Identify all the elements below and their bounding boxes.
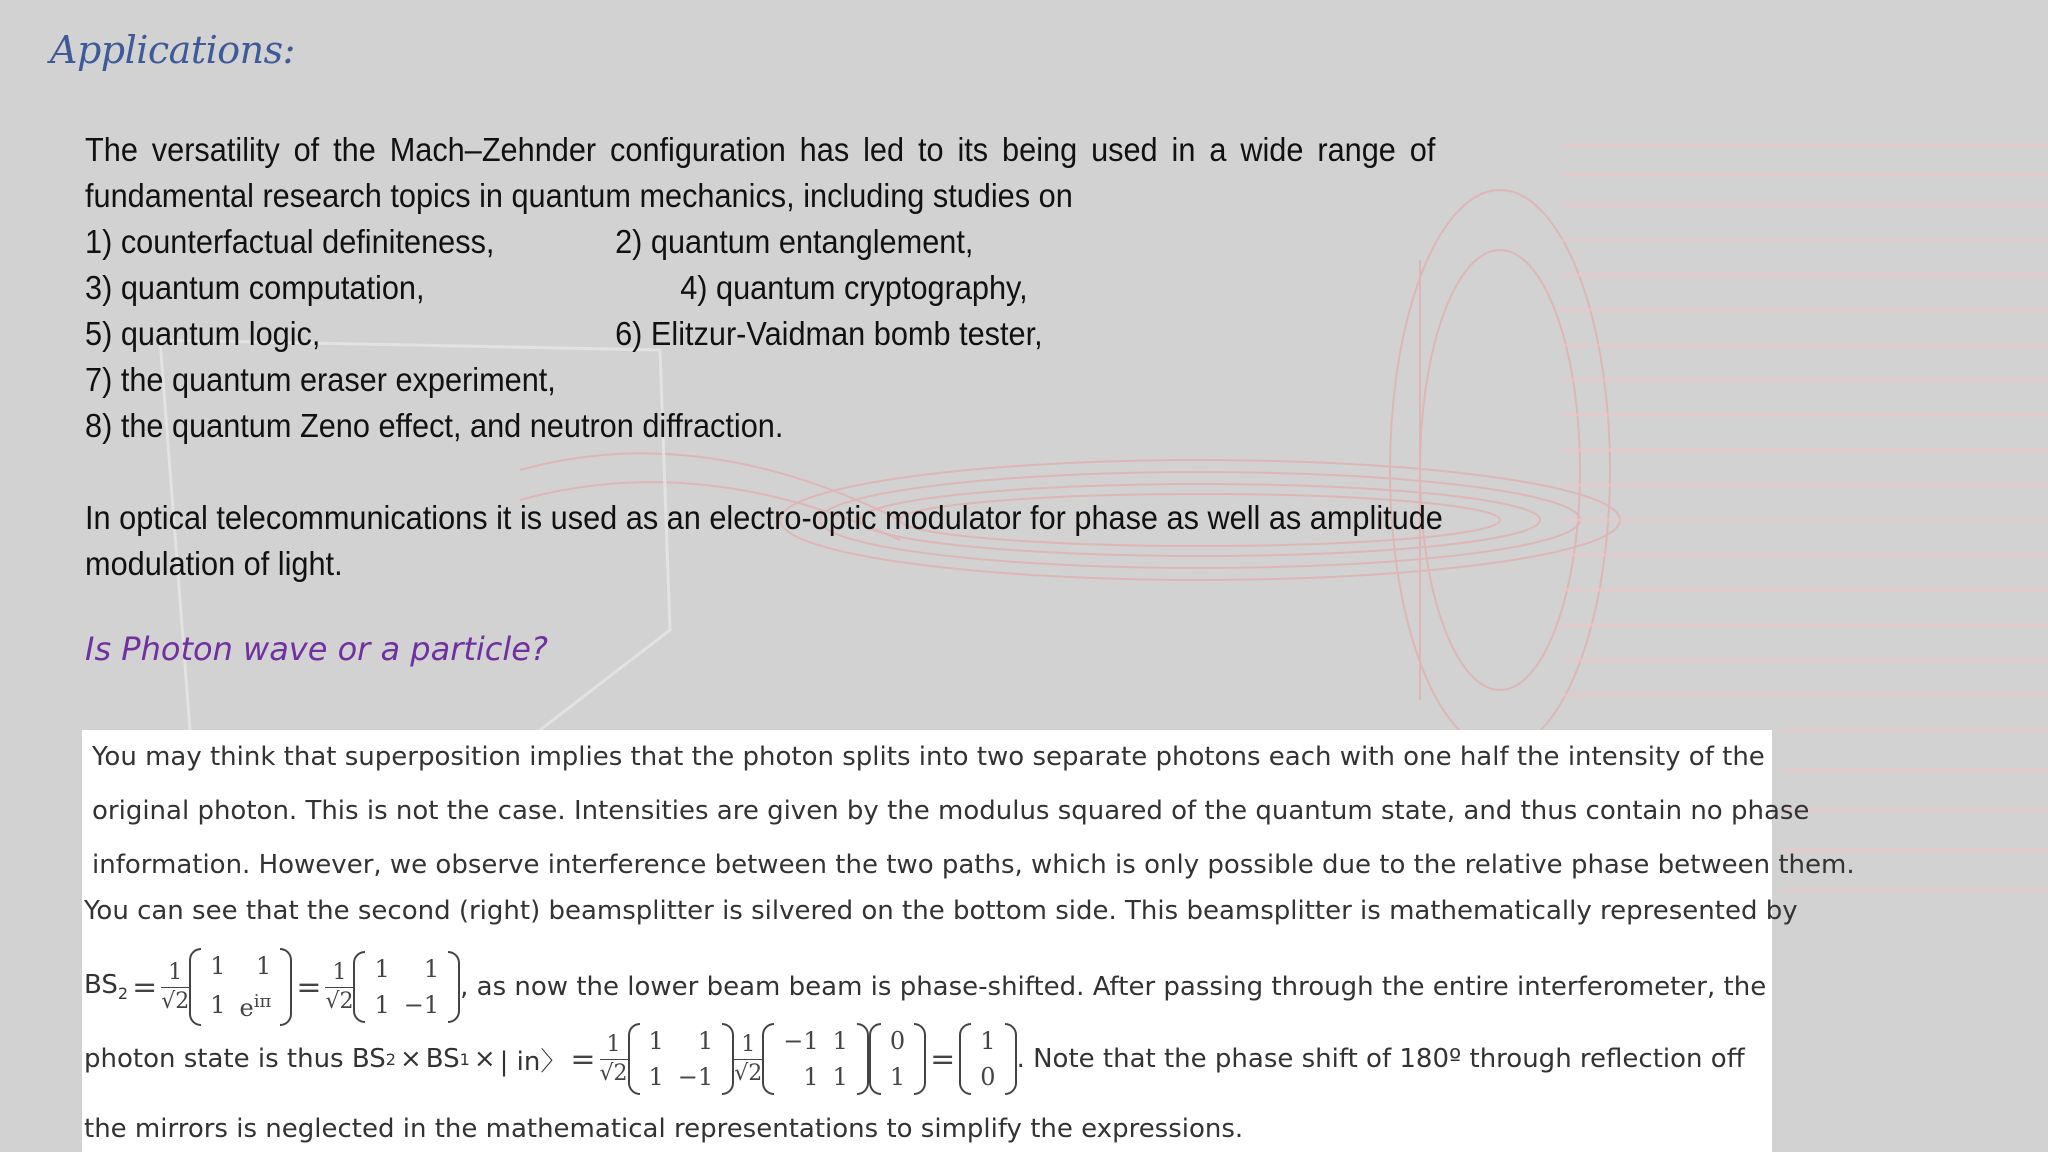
topic-item: 1) counterfactual definiteness,	[85, 223, 495, 260]
question-heading: Is Photon wave or a particle?	[85, 630, 548, 668]
slide-title: Applications:	[50, 28, 295, 72]
one-over-root2: $\frac{1}{√2}$	[325, 959, 354, 1014]
intro-paragraph	[85, 127, 1435, 449]
bs2-equation-line: $BS_2$ = $\frac{1}{√2}$ 1 1 1 $e^{i\pi}$ = $\frac{1}{√2}$ 1 1 1 −1 , as now the lower beam beam is phase-shifted. After passing through the entire interferometer, the	[84, 942, 1766, 1032]
note-text: . Note that the phase shift of 180º through reflection off	[1016, 1044, 1745, 1074]
ket-in: | in〉	[499, 1046, 567, 1077]
telecom-line-2: modulation of light.	[85, 545, 343, 582]
intro-line-2: fundamental research topics in quantum mechanics, including studies on	[85, 177, 1073, 214]
photon-state-line: photon state is thus BS 2 × BS 1 × | in〉 = $\frac{1}{√2}$ 1 1 1 −1 $\frac{1}{√2}$ −1 1 1 1 0 1 = 1 0 . Note that the phase shift of 180º through reflection off	[84, 1014, 1745, 1104]
excerpt-line-1: You may think that superposition implies that the photon splits into two separate photons each with one half the intensity of the	[92, 742, 1765, 772]
topic-row-3	[85, 311, 1435, 357]
intro-line-1: The versatility of the Mach–Zehnder configuration has led to its being used in a wide range of	[85, 131, 1436, 168]
telecom-line-1: In optical telecommunications it is used as an electro-optic modulator for phase as well as amplitude	[85, 499, 1443, 536]
topic-item: 7) the quantum eraser experiment,	[85, 361, 556, 398]
topic-row-2	[85, 265, 1435, 311]
topic-row-1	[85, 219, 1435, 265]
matrix-bs2-phase: 1 1 1 $e^{i\pi}$	[189, 948, 292, 1026]
excerpt-line-2: original photon. This is not the case. Intensities are given by the modulus squared of the quantum state, and thus contain no phase	[92, 796, 1810, 826]
matrix-bs2-product: 1 1 1 −1	[628, 1023, 735, 1095]
excerpt-line-4: You can see that the second (right) beamsplitter is silvered on the bottom side. This beamsplitter is mathematically represented by	[84, 896, 1798, 926]
topic-row-5	[85, 403, 1435, 449]
one-over-root2: $\frac{1}{√2}$	[599, 1031, 628, 1086]
topic-item: 2) quantum entanglement,	[615, 223, 974, 260]
matrix-bs2: 1 1 1 −1	[353, 951, 460, 1023]
excerpt-line-3: information. However, we observe interference between the two paths, which is only possible due to the relative phase between them.	[92, 850, 1855, 880]
topic-item: 5) quantum logic,	[85, 315, 321, 352]
topic-item: 3) quantum computation,	[85, 269, 425, 306]
topic-item: 6) Elitzur-Vaidman bomb tester,	[615, 315, 1043, 352]
after-matrix-text: , as now the lower beam beam is phase-shifted. After passing through the entire interferometer, the	[460, 972, 1767, 1002]
telecom-paragraph	[85, 495, 1443, 587]
topic-item: 8) the quantum Zeno effect, and neutron diffraction.	[85, 407, 784, 444]
matrix-bs1: −1 1 1 1	[762, 1023, 869, 1095]
vector-input: 0 1	[869, 1023, 926, 1095]
topic-item: 4) quantum cryptography,	[680, 269, 1028, 306]
one-over-root2: $\frac{1}{√2}$	[161, 959, 190, 1014]
excerpt-last-line: the mirrors is neglected in the mathematical representations to simplify the expressions.	[84, 1114, 1244, 1144]
one-over-root2: $\frac{1}{√2}$	[734, 1031, 763, 1086]
topic-row-4	[85, 357, 1435, 403]
bs2-symbol: $BS_2$	[84, 970, 129, 1004]
quoted-excerpt-image	[82, 730, 1855, 1152]
vector-output: 1 0	[959, 1023, 1016, 1095]
